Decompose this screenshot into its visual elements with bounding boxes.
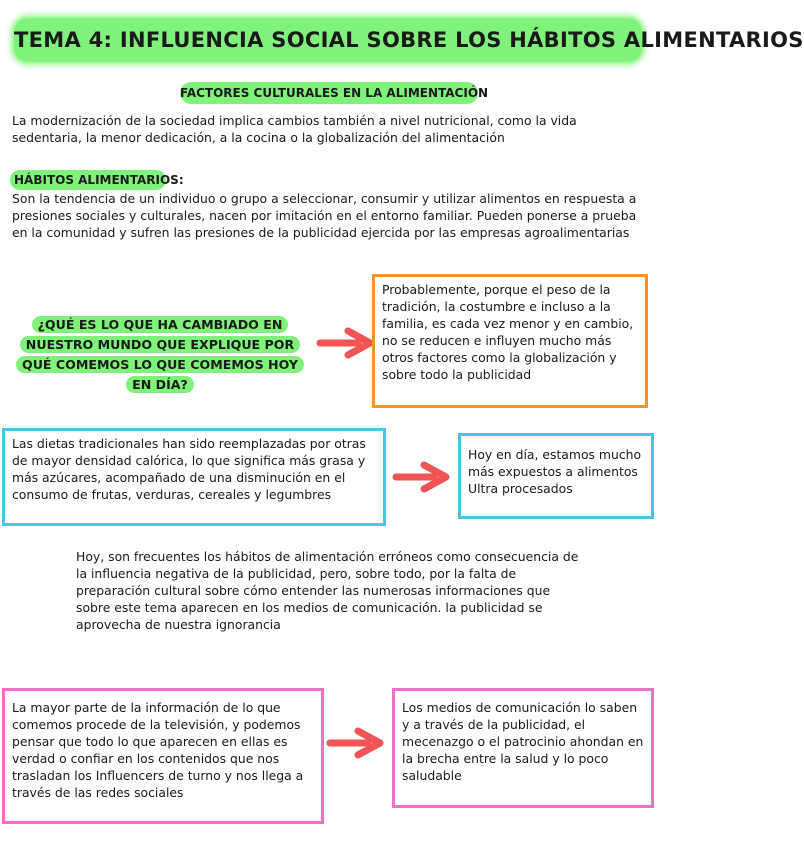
arrow-right-icon	[394, 460, 452, 494]
answer-box: Probablemente, porque el peso de la tradición, la costumbre e incluso a la familia, es cada vez menor y en cambio, no se reducen e influyen mucho más otros factores como la globalización y sobre todo la publicidad	[372, 274, 648, 408]
advertising-paragraph: Hoy, son frecuentes los hábitos de alimentación erróneos como consecuencia de la influencia negativa de la publicidad, pero, sobre todo, por la falta de preparación cultural sobre cómo entender las numerosas informaciones que sobre este tema aparecen en los medios de comunicación. la publicidad se aprovecha de nuestra ignorancia	[76, 549, 579, 632]
arrow-right-icon	[328, 726, 386, 760]
page-title: TEMA 4: INFLUENCIA SOCIAL SOBRE LOS HÁBITOS ALIMENTARIOS	[14, 18, 642, 62]
diets-box: Las dietas tradicionales han sido reemplazadas por otras de mayor densidad calórica, lo que significa más grasa y más azúcares, acompañado de una disminución en el consumo de frutas, verduras, cereales y legumbres	[2, 428, 386, 526]
arrow-right-icon	[318, 326, 376, 360]
information-box: La mayor parte de la información de lo que comemos procede de la televisión, y podemos pensar que todo lo que aparecen en ellas es verdad o confiar en los contenidos que nos trasladan los Influencers de turno y nos llega a través de las redes sociales	[2, 688, 324, 824]
exposure-box: Hoy en día, estamos mucho más expuestos a alimentos Ultra procesados	[458, 433, 654, 519]
section-subtitle: FACTORES CULTURALES EN LA ALIMENTACIÓN	[180, 82, 478, 104]
media-box: Los medios de comunicación lo saben y a través de la publicidad, el mecenazgo o el patrocinio ahondan en la brecha entre la salud y lo poco saludable	[392, 688, 654, 808]
intro-text: La modernización de la sociedad implica cambios también a nivel nutricional, como la vida sedentaria, la menor dedicación, a la cocina o la globalización del alimentación	[12, 113, 577, 145]
question-callout	[8, 315, 312, 392]
question-text: ¿QUÉ ES LO QUE HA CAMBIADO EN NUESTRO MUNDO QUE EXPLIQUE POR QUÉ COMEMOS LO QUE COMEMOS HOY EN DÍA?	[16, 316, 304, 393]
habits-text: Son la tendencia de un individuo o grupo a seleccionar, consumir y utilizar alimentos en respuesta a presiones sociales y culturales, nacen por imitación en el entorno familiar. Pueden ponerse a prueba en la comunidad y sufren las presiones de la publicidad ejercida por las empresas agroalimentarias	[12, 191, 637, 240]
habits-label: HÁBITOS ALIMENTARIOS:	[10, 170, 166, 190]
